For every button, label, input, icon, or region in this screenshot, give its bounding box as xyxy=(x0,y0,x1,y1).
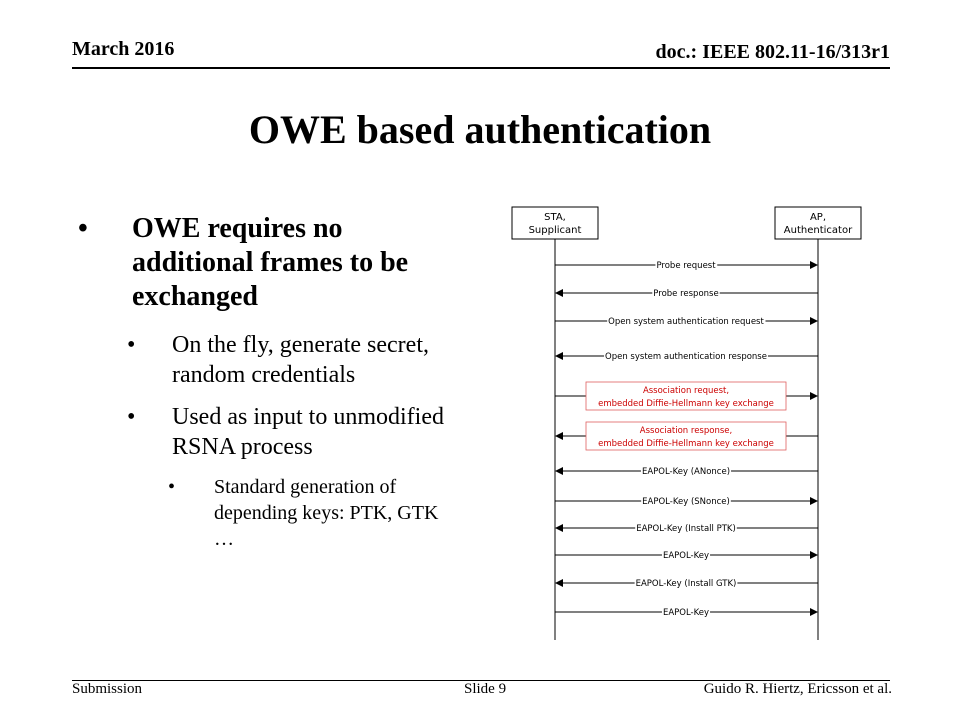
ap-lifeline xyxy=(775,207,861,640)
message-label-line1: Association response, xyxy=(639,426,733,436)
footer-submission: Submission xyxy=(72,681,143,697)
message-10 xyxy=(555,551,817,561)
message-label: EAPOL-Key (SNonce) xyxy=(642,497,730,507)
footer-author: Guido R. Hiertz, Ericsson et al. xyxy=(703,681,892,697)
message-4 xyxy=(556,352,818,362)
sta-label-line2: Supplicant xyxy=(528,225,582,236)
bullet-sub2-text: Used as input to unmodified RSNA process xyxy=(172,404,444,460)
message-5 xyxy=(555,382,817,410)
sequence-diagram-svg xyxy=(490,195,880,645)
bullet-level1 xyxy=(72,212,462,314)
message-6 xyxy=(556,422,818,450)
message-label: Probe response xyxy=(653,289,719,299)
header-rule xyxy=(72,67,890,69)
bullet-dot-icon: • xyxy=(127,404,136,430)
message-label-line1: Association request, xyxy=(642,386,730,396)
bullet-sub1-text: On the fly, generate secret, random credentials xyxy=(172,332,429,388)
message-2 xyxy=(556,289,818,299)
bullet-level2 xyxy=(72,402,462,462)
bullet-level3 xyxy=(72,474,462,552)
ap-label-line1: AP, xyxy=(809,212,827,223)
slide-title: OWE based authentication xyxy=(248,107,712,152)
message-list xyxy=(555,261,818,618)
bullet-level2 xyxy=(72,330,462,390)
sta-label-line1: STA, xyxy=(544,212,566,223)
header-date: March 2016 xyxy=(72,38,175,60)
bullet-dot-icon: • xyxy=(168,476,176,498)
message-label: EAPOL-Key (ANonce) xyxy=(641,467,731,477)
sequence-diagram xyxy=(490,195,880,650)
message-label-line2: embedded Diffie-Hellmann key exchange xyxy=(598,439,774,449)
message-3 xyxy=(555,317,817,327)
message-8 xyxy=(555,497,817,507)
message-9 xyxy=(556,524,818,534)
bullet-main-text: OWE requires no additional frames to be exchanged xyxy=(132,213,409,312)
message-12 xyxy=(555,608,817,618)
bullet-sub3-text: Standard generation of depending keys: PTK, GTK … xyxy=(214,476,439,550)
message-label: EAPOL-Key xyxy=(662,608,710,618)
message-label: EAPOL-Key xyxy=(662,551,710,561)
bullet-dot-icon: • xyxy=(78,213,88,244)
message-label: Open system authentication response xyxy=(605,352,767,362)
bullet-dot-icon: • xyxy=(127,332,136,358)
message-7 xyxy=(556,467,818,477)
bullet-list xyxy=(72,212,462,552)
message-1 xyxy=(555,261,817,271)
message-label: Probe request xyxy=(656,261,716,271)
footer-slide-number: Slide 9 xyxy=(464,681,507,697)
message-label: EAPOL-Key (Install PTK) xyxy=(636,524,736,534)
header-doc-id: doc.: IEEE 802.11-16/313r1 xyxy=(655,41,890,63)
ap-label-line2: Authenticator xyxy=(783,225,853,236)
sta-lifeline xyxy=(512,207,598,640)
message-11 xyxy=(556,579,818,589)
message-label: Open system authentication request xyxy=(608,317,764,327)
message-label-line2: embedded Diffie-Hellmann key exchange xyxy=(598,399,774,409)
message-label: EAPOL-Key (Install GTK) xyxy=(635,579,737,589)
